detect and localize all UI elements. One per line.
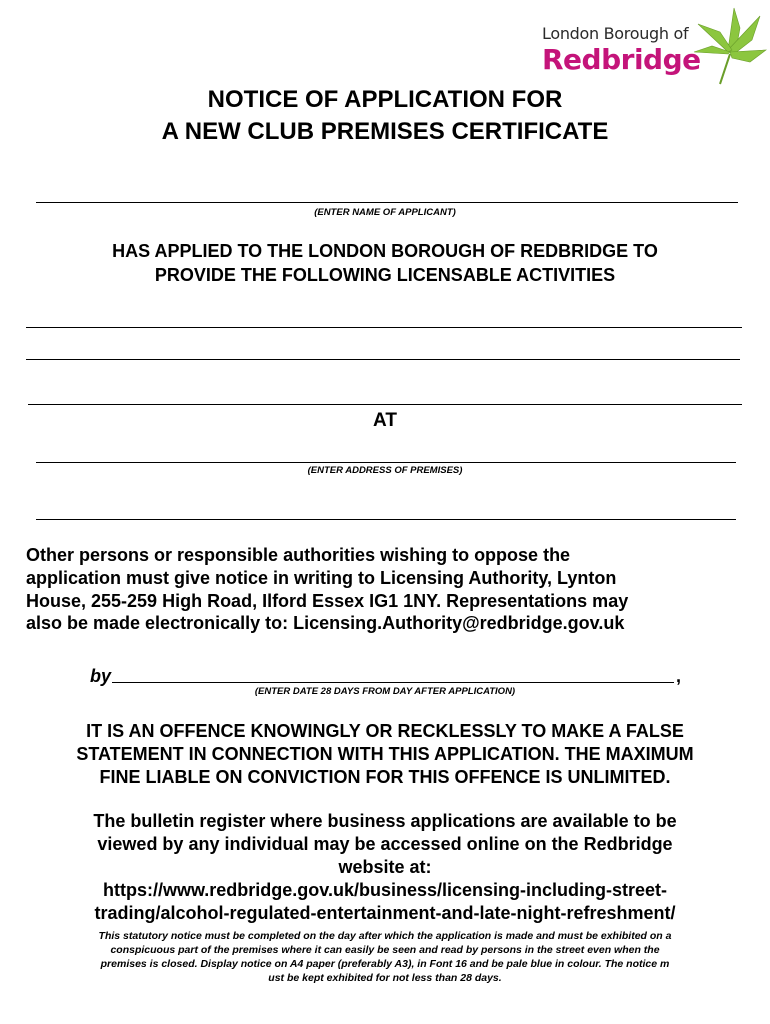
representations-line-4: also be made electronically to: Licensing.Authority@redbridge.gov.uk [26,613,625,633]
bulletin-line-3: website at: [338,857,432,877]
oak-leaf-logo-icon [690,6,768,86]
footnote-line-1: This statutory notice must be completed on the day after which the application is made and must be exhibited on a [98,930,672,942]
at-label: AT [373,410,397,431]
date-field[interactable] [112,682,674,683]
heading-line-2: PROVIDE THE FOLLOWING LICENSABLE ACTIVITIES [154,265,616,285]
representations-line-3: House, 255-259 High Road, Ilford Essex IG1 1NY. Representations may [26,591,629,611]
bulletin-url-line-1[interactable]: https://www.redbridge.gov.uk/business/licensing-including-street- [102,880,668,900]
by-comma: , [676,666,682,686]
footnote-line-4: ust be kept exhibited for not less than 28 days. [268,972,502,984]
representations-line-2: application must give notice in writing to Licensing Authority, Lynton [26,568,617,588]
activities-field-line-2[interactable] [26,359,740,360]
offence-line-3: FINE LIABLE ON CONVICTION FOR THIS OFFENCE IS UNLIMITED. [99,767,671,787]
by-label: by [90,666,112,686]
bulletin-line-1: The bulletin register where business applications are available to be [93,811,677,831]
address-caption: (ENTER ADDRESS OF PREMISES) [307,465,463,476]
address-field-line-1[interactable] [36,462,736,463]
heading-line-1: HAS APPLIED TO THE LONDON BOROUGH OF REDBRIDGE TO [112,241,658,261]
title-line-1: NOTICE OF APPLICATION FOR [207,86,563,113]
logo-line-1: London Borough of [542,24,689,43]
offence-line-2: STATEMENT IN CONNECTION WITH THIS APPLICATION. THE MAXIMUM [76,744,694,764]
bulletin-line-2: viewed by any individual may be accessed online on the Redbridge [97,834,673,854]
offence-line-1: IT IS AN OFFENCE KNOWINGLY OR RECKLESSLY TO MAKE A FALSE [86,721,684,741]
activities-field-line-3[interactable] [28,404,742,405]
applicant-caption: (ENTER NAME OF APPLICANT) [314,207,456,218]
activities-field-line-1[interactable] [26,327,742,328]
logo-line-2: Redbridge [542,43,701,76]
representations-line-1: Other persons or responsible authorities wishing to oppose the [26,545,571,565]
bulletin-url-line-2[interactable]: trading/alcohol-regulated-entertainment-and-late-night-refreshment/ [94,903,676,923]
footnote-line-2: conspicuous part of the premises where it can easily be seen and read by persons in the street even when the [110,944,660,956]
applicant-name-field[interactable] [36,202,738,203]
footnote-line-3: premises is closed. Display notice on A4 paper (preferably A3), in Font 16 and be pale blue in colour. The notice m [100,958,670,970]
date-caption: (ENTER DATE 28 DAYS FROM DAY AFTER APPLICATION) [254,686,516,697]
title-line-2: A NEW CLUB PREMISES CERTIFICATE [161,118,609,145]
address-field-line-2[interactable] [36,519,736,520]
